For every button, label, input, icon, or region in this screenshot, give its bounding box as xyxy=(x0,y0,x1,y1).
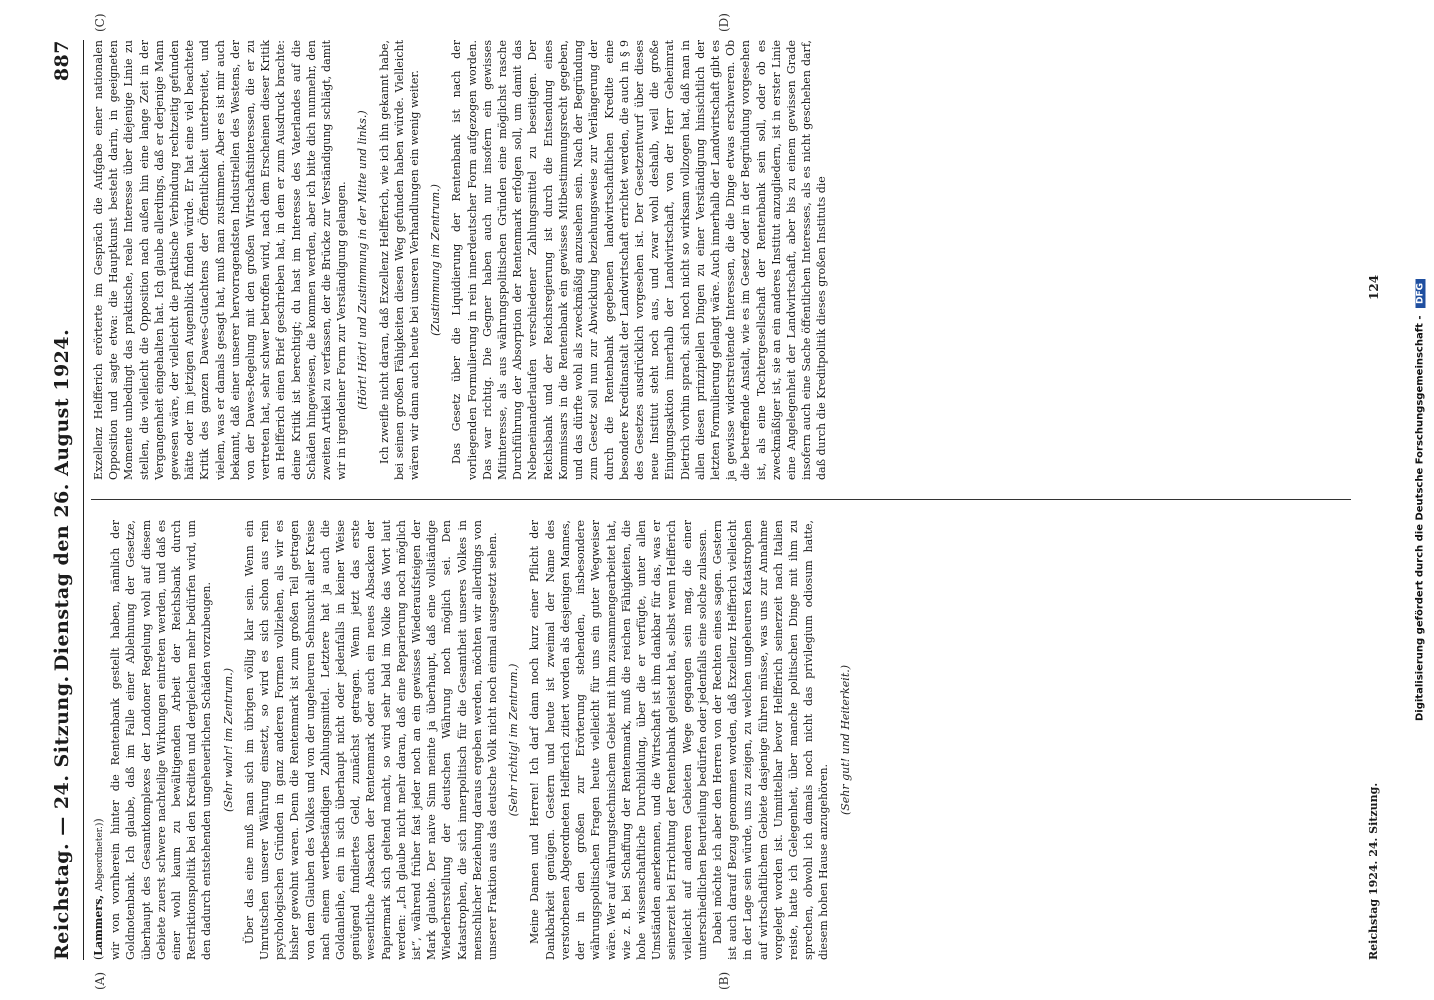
margin-marker-d: (D) xyxy=(717,13,731,32)
paragraph: Meine Damen und Herren! Ich darf dann noch kurz einer Pflicht der Dankbarkeit genügen. Gestern und heute ist zweimal der Name des verstorbenen Abgeordneten Helfferich zitiert worden als desjenigen Mannes, der in den großen zur Erörterung stehenden, insbesondere währungspolitischen Fragen heute vielleicht für uns ein guter Wegweiser wäre. Wer auf währungstechnischem Gebiet mit ihm zusammengearbeitet hat, wie z. B. bei Schaffung der Rentenmark, muß die reichen Fähigkeiten, die hohe wissenschaftliche Durchbildung, über die er verfügte, unter allen Umständen anerkennen, und die Wirtschaft ist ihm dankbar für das, was er seinerzeit bei Errichtung der Rentenbank geleistet hat, selbst wenn Helfferich vielleicht auf anderen Gebieten Wege gegangen sein mag, die einer unterschiedlichen Beurteilung bedürfen oder jedenfalls eine solche zulassen. xyxy=(528,520,709,960)
speaker-role: Abgeordneter.) xyxy=(95,822,105,892)
paragraph: Ich zweifle nicht daran, daß Exzellenz Helfferich, wie ich ihn gekannt habe, bei seinen großen Fähigkeiten diesen Weg gefunden haben würde. Vielleicht wären wir dann auch heute bei unseren Verhandlungen ein wenig weiter. xyxy=(377,40,422,480)
header-session-title: Reichstag. — 24. Sitzung. xyxy=(51,675,73,960)
digitization-note xyxy=(1410,0,1430,1000)
header-date: Dienstag den 26. August 1924. xyxy=(51,328,73,672)
right-column xyxy=(91,40,830,480)
speaker-line: (Lammers, Abgeordneter.)) xyxy=(92,818,105,960)
header-rule xyxy=(83,40,84,960)
interjection: (Zustimmung im Zentrum.) xyxy=(429,184,443,336)
dfg-logo: DFG xyxy=(1416,279,1426,308)
document-page xyxy=(27,0,1407,1000)
interjection: (Sehr wahr! im Zentrum.) xyxy=(221,667,235,813)
page-number: 887 xyxy=(51,40,73,82)
left-column xyxy=(91,520,859,960)
footer-session: Reichstag 1924. 24. Sitzung. xyxy=(1367,782,1380,960)
interjection: (Sehr richtig! im Zentrum.) xyxy=(507,663,521,817)
speaker-name: Lammers, xyxy=(92,894,105,956)
paragraph: wir von vornherein hinter die Rentenbank gestellt haben, nämlich der Goldnotenbank. Ich glaube, daß im Falle einer Ablehnung der Gesetze, überhaupt des Gesamtkomplexes der Londoner Regelung wohl auf diesem Gebiete zuerst schwere nachteilige Wirkungen eintreten werden, und daß es einer wohl kaum zu bewältigenden Arbeit der Reichsbank durch Restriktionspolitik bei den Krediten und dergleichen mehr bedürfen wird, um den dadurch entstehenden ungeheuerlichen Schäden vorzubeugen. xyxy=(109,520,214,960)
digitization-text: Digitalisierung gefördert durch die Deutsche Forschungsgemeinschaft - xyxy=(1414,315,1426,722)
page-header xyxy=(45,40,81,960)
margin-marker-b: (B) xyxy=(717,971,731,990)
paragraph: Dabei möchte ich aber den Herren von der Rechten eines sagen. Gestern ist auch darauf Bezug genommen worden, daß Exzellenz Helfferich vielleicht in der Lage sein würde, uns zu zeigen, zu welchen ungeheuren Katastrophen auf wirtschaftlichem Gebiete dasjenige führen müsse, was uns zur Annahme vorgelegt worden ist. Unmittelbar bevor Helfferich seinerzeit nach Italien reiste, hatte ich Gelegenheit, über manche politischen Dinge mit ihm zu sprechen, obwohl ich damals noch nicht das privilegium odiosum hatte, diesem hohen Hause anzugehören. xyxy=(710,520,831,960)
interjection: (Hört! Hört! und Zustimmung in der Mitte und links.) xyxy=(356,110,370,410)
paragraph: Über das eine muß man sich im übrigen völlig klar sein. Wenn ein Umrutschen unserer Währung einsetzt, so wird es sich schon aus rein psychologischen Gründen in ganz anderen Formen vollziehen, als wir es bisher gewohnt waren. Denn die Rentenmark ist zum großen Teil getragen von dem Glauben des Volkes und von der ungeheuren Sehnsucht aller Kreise nach einem wertbeständigen Zahlungsmittel. Letztere hat ja auch die Goldanleihe, ein in sich überhaupt nicht oder jedenfalls in keiner Weise genügend fundiertes Geld, zunächst getragen. Wenn jetzt das erste wesentliche Absacken der Rentenmark oder auch ein neues Absacken der Papiermark sich geltend macht, so wird sehr bald im Volke das Wort laut werden: „Ich glaube nicht mehr daran, daß eine Reparierung noch möglich ist“, während früher fast jeder noch an ein gewisses Wiederaufsteigen der Mark glaubte. Der naive Sinn meinte ja überhaupt, daß eine vollständige Wiederherstellung der deutschen Währung noch möglich sei. Den Katastrophen, die sich innerpolitisch für die Gesamtheit unseres Volkes in menschlicher Beziehung daraus ergeben werden, möchten wir allerdings von unserer Fraktion aus das deutsche Volk nicht noch einmal ausgesetzt sehen. xyxy=(242,520,500,960)
footer-sheet-number: 124 xyxy=(1367,274,1381,300)
column-separator xyxy=(91,499,1351,500)
paragraph: Exzellenz Helfferich erörterte im Gespräch die Aufgabe einer nationalen Opposition und sagte etwa: die Hauptkunst besteht darin, in geeigneten Momente unbedingt das praktische, reale Interesse über diejenige Linie zu stellen, die vielleicht die Opposition nach außen hin eine lange Zeit in der Vergangenheit eingehalten hat. Ich glaube allerdings, daß er derjenige Mann gewesen wäre, der vielleicht die praktische Verbindung rechtzeitig gefunden hätte oder im jetzigen Augenblick finden würde. Er hat eine viel beachtete Kritik des ganzen Dawes-Gutachtens der Öffentlichkeit unterbreitet, und vielem, was er damals gesagt hat, muß man zustimmen. Aber es ist mir auch bekannt, daß einer unserer hervorragendsten Industriellen des Westens, der von der Dawes-Regelung mit den großen Wirtschaftsinteressen, die er zu vertreten hat, sehr schwer betroffen wird, nach dem Erscheinen dieser Kritik an Helfferich einen Brief geschrieben hat, in dem er zum Ausdruck brachte: deine Kritik ist berechtigt; du hast im Interesse des Vaterlandes auf die Schäden hingewiesen, die kommen werden, aber ich bitte dich nunmehr, den zweiten Artikel zu verfassen, der die Brücke zur Verständigung schlägt, damit wir in irgendeiner Form zur Verständigung gelangen. xyxy=(92,40,349,480)
interjection: (Sehr gut! und Heiterkeit.) xyxy=(838,664,852,816)
margin-marker-c: (C) xyxy=(93,13,107,32)
margin-marker-a: (A) xyxy=(93,971,107,990)
paragraph: Das Gesetz über die Liquidierung der Rentenbank ist nach der vorliegenden Formulierung in rein innerdeutscher Form aufgezogen worden. Das war richtig. Die Gegner haben auch nur insofern ein gewisses Mitinteresse, als aus währungspolitischen Gründen eine möglichst rasche Durchführung der Absorption der Rentenmark erfolgen soll, um damit das Nebeneinanderlaufen verschiedener Zahlungsmittel zu beseitigen. Der Reichsbank und der Reichsregierung ist durch die Entsendung eines Kommissars in die Rentenbank ein gewisses Mitbestimmungsrecht gegeben, und das dürfte wohl als zweckmäßig anzusehen sein. Nach der Begründung zum Gesetz soll nun zur Abwicklung beziehungsweise zur Verlängerung der durch die Rentenbank gegebenen landwirtschaftlichen Kredite eine besondere Kreditanstalt der Landwirtschaft errichtet werden, die auch in § 9 des Gesetzes ausdrücklich vorgesehen ist. Der Gesetzentwurf über dieses neue Institut steht noch aus, und zwar wohl deshalb, weil die große Einigungsaktion innerhalb der Landwirtschaft, von der Herr Geheimrat Dietrich vorhin sprach, sich noch nicht so wirksam vollzogen hat, daß man in allen diesen prinzipiellen Dingen zu einer Verständigung hinsichtlich der letzten Formulierung gelangt wäre. Auch innerhalb der Landwirtschaft gibt es ja gewisse widerstreitende Interessen, die die Dinge etwas erschweren. Ob die betreffende Anstalt, wie es im Gesetz oder in der Begründung vorgesehen ist, als eine Tochtergesellschaft der Rentenbank sein soll, oder ob es zweckmäßiger ist, sie an ein anderes Institut anzugliedern, ist in erster Linie eine Angelegenheit der Landwirtschaft, aber bis zu einem gewissen Grade insofern auch eine Sache öffentlichen Interesses, als es nicht geschehen darf, daß durch die Kreditpolitik dieses großen Instituts die xyxy=(450,40,829,480)
